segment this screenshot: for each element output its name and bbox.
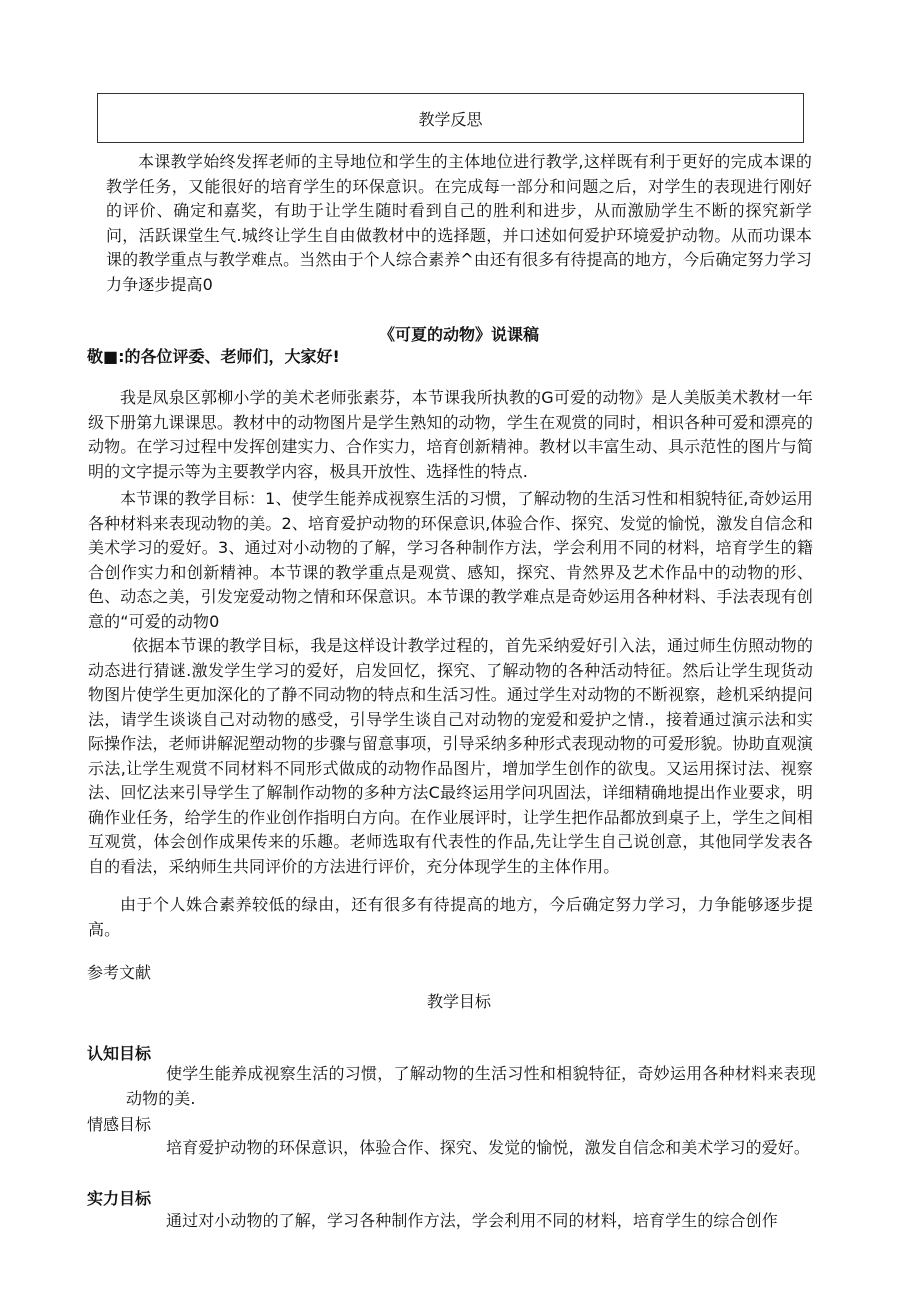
paragraph-conclusion: 由于个人姝合素养较低的绿由，还有很多有待提高的地方，今后确定努力学习，力争能够逐步提高。 xyxy=(88,895,813,939)
talk-title: 《可夏的动物》说课稿 xyxy=(378,325,539,344)
paragraph-intro: 我是凤泉区郭柳小学的美术老师张素芬，本节课我所执教的G可爱的动物》是人美版美术教材一年级下册第九课课思。教材中的动物图片是学生熟知的动物，学生在观赏的同时，相识各种可爱和漂亮的动物。在学习过程中发挥创建实力、合作实力，培育创新精神。教材以丰富生动、具示范性的图片与简明的文字提示等为主要教学内容，极具开放性、选择性的特点. xyxy=(88,388,813,481)
goal1-label: 认知目标 xyxy=(87,1044,152,1063)
goal3-text: 通过对小动物的了解，学习各种制作方法，学会利用不同的材料，培育学生的综合创作 xyxy=(166,1211,778,1230)
paragraph-goals: 本节课的教学目标：1、使学生能养成视察生活的习惯，了解动物的生活习性和相貌特征,奇妙运用各种材料来表现动物的美。2、培育爱护动物的环保意识,体验合作、探究、发觉的愉悦，激发自信念和美术学习的爱好。3、通过对小动物的了解，学习各种制作方法，学会利用不同的材料，培育学生的籍合创作实力和创新精神。本节课的教学重点是观赏、感知，探究、肯然界及艺术作品中的动物的形、色、动态之美，引发宠爱动物之情和环保意识。本节课的教学难点是奇妙运用各种材料、手法表现有创意的“可爱的动物0 xyxy=(88,489,813,631)
paragraph-process: 依据本节课的教学目标，我是这样设计教学过程的，首先采纳爱好引入法，通过师生仿照动物的动态进行猜谜.激发学生学习的爱好，启发回忆，探究、了解动物的各种活动特征。然后让学生现货动物图片使学生更加深化的了静不同动物的特点和生活习性。通过学生对动物的不断视察，趁机采纳提问法，请学生谈谈自己对动物的感受，引导学生谈自己对动物的宠爱和爱护之情.，接着通过演示法和实际操作法，老师讲解泥塑动物的步骤与留意事项，引导采纳多种形式表现动物的可爱形貌。协助直观演示法,让学生观赏不同材料不同形式做成的动物作品图片，增加学生创作的欲曳。又运用探讨法、视察法、回忆法来引导学生了解制作动物的多种方法C最终运用学问巩固法，详细精确地提出作业要求，明确作业任务，给学生的作业创作指明白方向。在作业展评时，让学生把作品都放到桌子上，学生之间相互观赏，体会创作成果传来的乐趣。老师选取有代表性的作品,先让学生自己说创意，其他同学发表各自的看法，采纳师生共同评价的方法进行评价，充分体现学生的主体作用。 xyxy=(88,636,813,876)
goal3-label: 实力目标 xyxy=(87,1189,152,1208)
reflection-paragraph: 本课教学始终发挥老师的主导地位和学生的主体地位进行教学,这样既有利于更好的完成本课的教学任务，又能很好的培育学生的环保意识。在完成每一部分和问题之后，对学生的表现进行刚好的评价、确定和嘉奖，有助于让学生随时看到自己的胜利和进步，从而激励学生不断的探究新学问，活跃课堂生气.城终让学生自由做教材中的选择题，并口述如何爱护环境爱护动物。从而功课本课的教学重点与教学难点。当然由于个人综合素养^由还有很多有待提高的地方，今后确定努力学习力争逐步提高0 xyxy=(106,152,812,294)
greeting: 敬■:的各位评委、老师们，大家好! xyxy=(87,347,340,366)
goal2-label: 情感目标 xyxy=(87,1115,152,1134)
goals-title: 教学目标 xyxy=(426,992,491,1011)
goal2-text: 培育爱护动物的环保意识，体验合作、探究、发觉的愉悦，激发自信念和美术学习的爱好。 xyxy=(166,1138,811,1157)
goal1-text: 使学生能养成视察生活的习惯，了解动物的生活习性和相貌特征，奇妙运用各种材料来表现动物的美. xyxy=(126,1064,816,1108)
references-label: 参考文献 xyxy=(87,963,152,982)
reflection-title-box xyxy=(97,93,804,143)
reflection-title: 教学反思 xyxy=(418,109,483,129)
